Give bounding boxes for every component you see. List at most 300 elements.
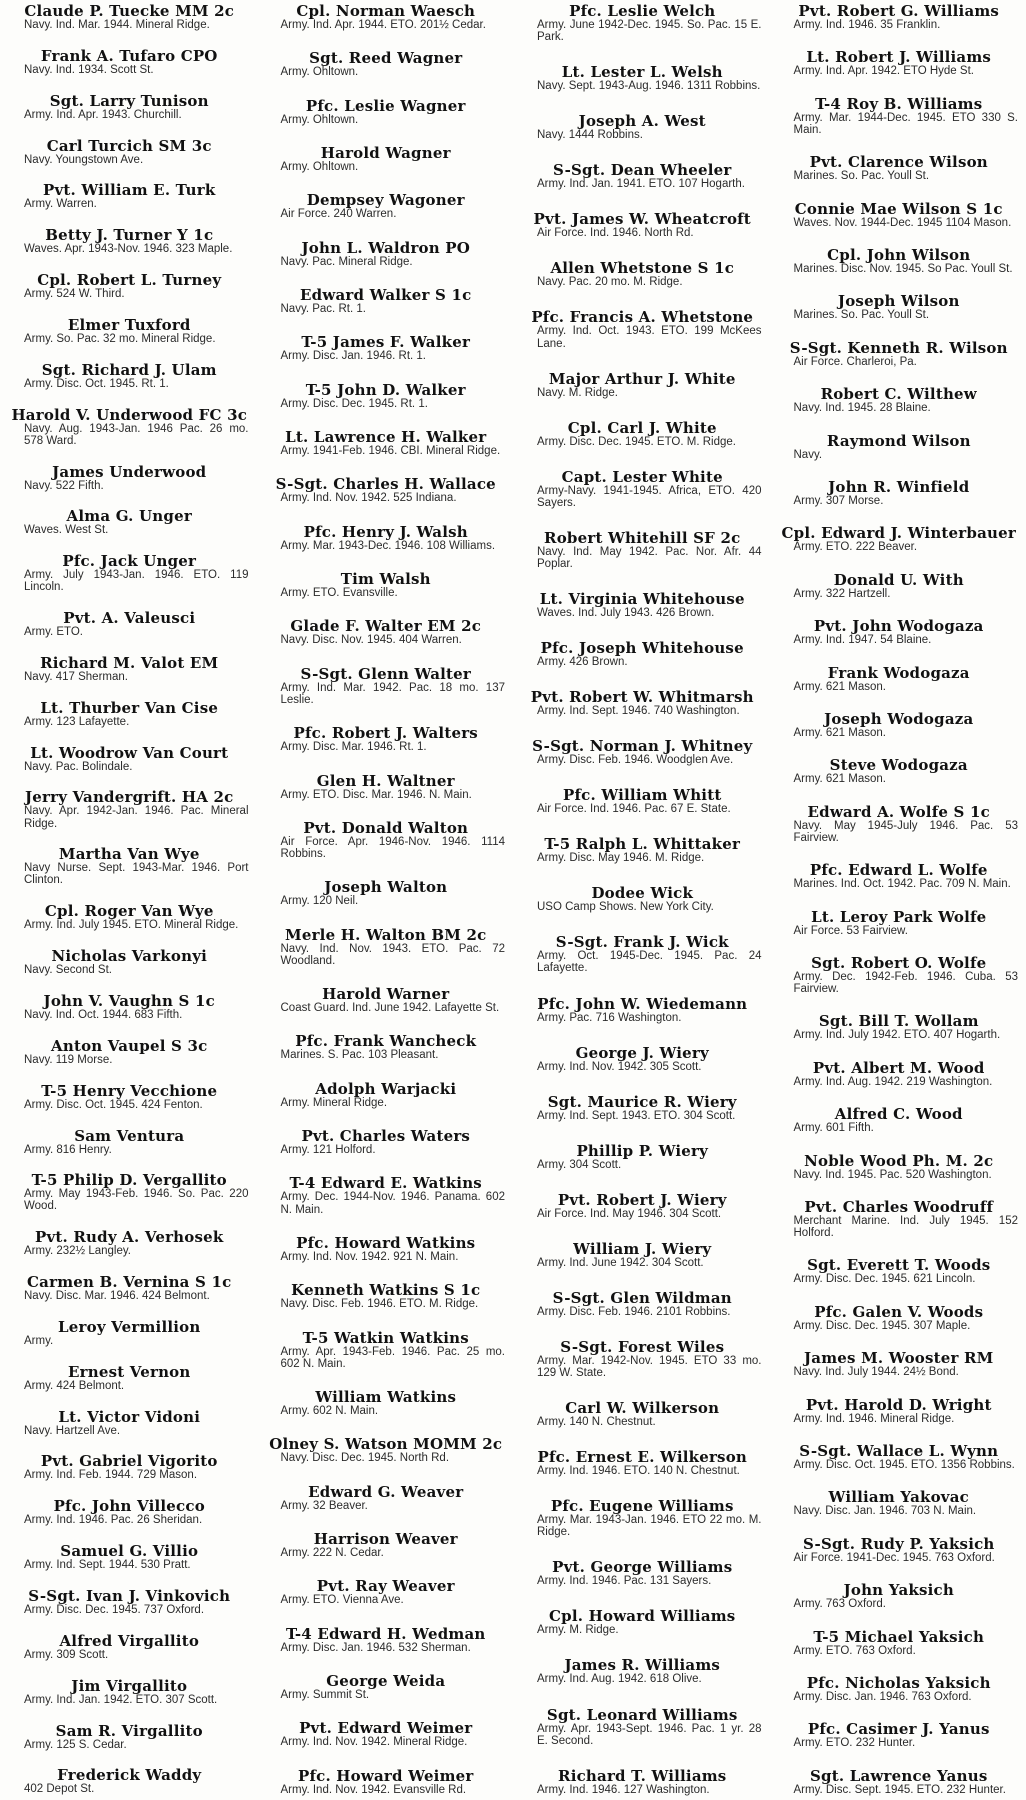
entry-name: Pvt. Charles Waters [301,1127,471,1146]
entry-name: William Watkins [315,1387,457,1406]
entry-detail: Army. Disc. Dec. 1945. ETO. M. Ridge. [537,435,736,448]
entry-name: Pvt. Donald Walton [303,818,469,837]
entry-detail: Army. 120 Neil. [280,895,359,908]
entry-detail: Army. Disc. Mar. 1946. Rt. 1. [280,741,427,754]
entry-name: T-5 Ralph L. Whittaker [544,835,741,854]
roster-entry [780,1490,1019,1517]
entry-detail: Army. Ind. Sept. 1944. 530 Pratt. [24,1559,191,1572]
entry-detail: Army. ETO. 222 Beaver. [793,541,918,554]
roster-entry [267,1283,506,1310]
entry-name: Tim Walsh [340,570,431,589]
entry-detail: Army. 222 N. Cedar. [280,1546,384,1559]
roster-entry [523,1766,762,1796]
entry-name: Raymond Wilson [826,431,971,450]
entry-name: Lt. Leroy Park Wolfe [811,907,987,926]
entry-name: Cpl. Carl J. White [567,418,717,437]
entry-name: Pfc. Henry J. Walsh [303,522,468,541]
roster-entry [780,863,1019,890]
entry-detail: Waves. Apr. 1943-Nov. 1946. 323 Maple. [24,243,233,256]
roster-entry [523,1401,762,1428]
roster-entry [780,526,1019,553]
roster-entry [267,1176,506,1215]
entry-name: Joseph A. West [578,112,706,131]
roster-entry [523,528,762,570]
roster-entry [10,273,249,300]
entry-detail: Army. ETO. Evansville. [280,587,398,600]
roster-entry [780,4,1019,31]
roster-entry [10,949,249,976]
entry-detail: Army. 1941-Feb. 1946. CBI. Mineral Ridge. [280,445,501,458]
entry-name: S-Sgt. Forest Wiles [560,1337,725,1356]
roster-entry [780,1351,1019,1378]
entry-name: William Yakovac [828,1488,969,1507]
entry-detail: Air Force. Apr. 1946-Nov. 1946. 1114 Robbins. [280,835,505,860]
entry-name: Pfc. Leslie Welch [569,2,716,20]
entry-detail: Army. Ind. 1947. 54 Blaine. [793,634,932,647]
entry-detail: Navy Nurse. Sept. 1943-Mar. 1946. Port Clinton. [24,862,249,887]
entry-detail: Army. Ind. Nov. 1942. 525 Indiana. [280,492,457,505]
roster-entry [10,183,249,210]
roster-entry [10,4,249,31]
entry-detail: Army. Summit St. [280,1689,370,1701]
roster-entry [267,1034,506,1061]
roster-entry [267,335,506,362]
entry-name: Phillip P. Wiery [576,1141,709,1160]
entry-detail: Army. Ind. Nov. 1942. 921 N. Main. [280,1250,459,1263]
entry-detail: Marines. So. Pac. Youll St. [793,309,930,322]
entry-name: Martha Van Wye [58,845,200,864]
entry-detail: Navy. [793,448,823,461]
roster-entry [780,1302,1019,1332]
entry-name: Ernest Vernon [67,1362,191,1381]
roster-entry [780,1058,1019,1088]
entry-name: Sam Ventura [74,1126,185,1145]
entry-name: Cpl. Norman Waesch [296,2,476,20]
roster-entry [523,1043,762,1073]
entry-name: Edward Walker S 1c [300,286,472,305]
roster-entry [267,925,506,967]
roster-entry [267,619,506,646]
entry-name: Pvt. Ray Weaver [316,1577,455,1596]
roster-entry [267,987,506,1014]
roster-entry [10,1499,249,1526]
roster-entry [523,788,762,815]
entry-name: Capt. Lester White [561,467,723,486]
roster-entry [780,953,1019,995]
entry-name: Harold Wagner [320,144,451,163]
entry-name: Olney S. Watson MOMM 2c [269,1435,503,1454]
entry-name: Sgt. Bill T. Wollam [818,1012,979,1031]
entry-name: Pfc. Robert J. Walters [293,724,478,743]
entry-name: Sgt. Reed Wagner [309,49,463,68]
entry-detail: USO Camp Shows. New York City. [537,901,714,914]
roster-entry [523,886,762,913]
entry-name: T-4 Edward E. Watkins [289,1174,482,1193]
entry-detail: Navy. Youngstown Ave. [24,153,144,166]
entry-name: S-Sgt. Wallace L. Wynn [799,1441,999,1460]
entry-detail: Army. Ind. 1946. 127 Washington. [537,1783,710,1796]
entry-detail: Army. Dec. 1944-Nov. 1946. Panama. 602 N. Main. [280,1191,505,1216]
entry-name: Frank Wodogaza [827,663,970,682]
entry-name: Cpl. Roger Van Wye [44,902,214,921]
entry-detail: Navy. Pac. 20 mo. M. Ridge. [537,276,683,289]
roster-entry [267,1579,506,1606]
entry-name: Lt. Virginia Whitehouse [539,589,745,608]
entry-name: Sgt. Robert O. Wolfe [811,953,987,972]
roster-entry [780,1395,1019,1425]
roster-entry [523,1092,762,1122]
entry-name: Joseph Wodogaza [824,709,974,728]
entry-name: John Yaksich [843,1581,954,1600]
entry-name: Sgt. Everett T. Woods [807,1256,991,1275]
roster-entry [267,522,506,552]
entry-name: Jim Virgallito [71,1676,188,1695]
entry-detail: Army. Ind. Jan. 1942. ETO. 307 Scott. [24,1693,218,1706]
roster-entry [780,1627,1019,1657]
entry-detail: Army. Ind. July 1945. ETO. Mineral Ridge. [24,919,239,932]
entry-name: Leroy Vermillion [58,1317,201,1336]
roster-entry [10,743,249,773]
entry-detail: Army. Mar. 1943-Dec. 1946. 108 Williams. [280,539,496,552]
roster-entry [267,430,506,457]
entry-name: S-Sgt. Glen Wildman [552,1288,732,1307]
roster-entry [780,1107,1019,1134]
roster-entry [780,248,1019,275]
roster-entry [780,1534,1019,1564]
entry-name: Pfc. Galen V. Woods [814,1302,984,1321]
entry-name: Sgt. Maurice R. Wiery [547,1092,737,1111]
entry-detail: Army. June 1942-Dec. 1945. So. Pac. 15 E. Park. [537,19,762,44]
roster-entry [523,994,762,1024]
roster-entry [10,315,249,345]
entry-detail: Army. Disc. Feb. 1946. 2101 Robbins. [537,1305,731,1318]
roster-entry [10,1126,249,1156]
entry-name: Harrison Weaver [313,1529,458,1548]
entry-name: Sgt. Leonard Williams [546,1705,738,1724]
entry-name: Pfc. Howard Weimer [297,1766,474,1785]
roster-entry [267,1482,506,1512]
roster-entry [267,51,506,78]
entry-name: James R. Williams [564,1656,721,1675]
roster-entry [10,991,249,1021]
entry-detail: Navy. Apr. 1942-Jan. 1946. Pac. Mineral Ridge. [24,805,249,830]
roster-entry [267,1387,506,1417]
entry-detail: Army. 304 Scott. [537,1158,622,1171]
entry-name: John L. Waldron PO [301,238,471,257]
entry-detail: Army. Ind. 1946. Pac. 26 Sheridan. [24,1514,203,1527]
roster-entry [10,405,249,447]
entry-name: Pvt. Robert G. Williams [798,2,1000,20]
entry-detail: Army. Ind. Apr. 1942. ETO Hyde St. [793,65,974,78]
entry-name: S-Sgt. Kenneth R. Wilson [789,338,1008,357]
entry-name: Cpl. Robert L. Turney [37,271,222,290]
roster-entry [523,65,762,92]
roster-entry [10,1768,249,1795]
entry-name: Elmer Tuxford [67,315,191,334]
entry-name: Pfc. John Villecco [53,1497,205,1516]
entry-name: T-4 Edward H. Wedman [286,1624,486,1643]
roster-entry [523,114,762,141]
entry-name: Pfc. Joseph Whitehouse [540,639,744,657]
roster-entry [10,1230,249,1257]
roster-entry [523,163,762,190]
entry-detail: Navy. Disc. Feb. 1946. ETO. M. Ridge. [280,1298,479,1311]
entry-name: Lt. Woodrow Van Court [30,743,229,762]
entry-detail: Army. Ind. Nov. 1942. Evansville Rd. [280,1783,467,1796]
entry-name: Dempsey Wagoner [306,191,465,210]
entry-detail: Marines. Disc. Nov. 1945. So Pac. Youll St. [793,263,1013,276]
entry-detail: Army. Oct. 1945-Dec. 1945. Pac. 24 Lafayette. [537,950,762,975]
entry-detail: Army. Ind. Sept. 1943. ETO. 304 Scott. [537,1109,736,1122]
roster-entry [523,310,762,349]
entry-detail: Army. May 1943-Feb. 1946. So. Pac. 220 Wood. [24,1188,249,1213]
entry-detail: Army. Mar. 1943-Jan. 1946. ETO 22 mo. M. Ridge. [537,1514,762,1539]
entry-detail: Army. Disc. May 1946. M. Ridge. [537,852,705,865]
entry-detail: Army. Ind. Apr. 1944. ETO. 201½ Cedar. [280,19,486,31]
roster-entry [10,1454,249,1481]
entry-detail: Air Force. Charleroi, Pa. [793,355,917,368]
entry-name: Pvt. William E. Turk [43,181,216,200]
entry-detail: Navy. 1444 Robbins. [537,129,643,142]
roster-entry [523,467,762,509]
roster-entry [523,418,762,448]
entry-detail: Army. Disc. Jan. 1946. Rt. 1. [280,350,427,363]
entry-name: Lt. Lester L. Welsh [561,63,723,82]
roster-entry [523,1337,762,1379]
entry-name: T-5 Philip D. Vergallito [31,1171,227,1190]
roster-entry [267,771,506,801]
entry-detail: Army. 621 Mason. [793,726,886,739]
entry-name: S-Sgt. Norman J. Whitney [532,737,753,756]
entry-name: Sgt. Lawrence Yanus [810,1766,988,1785]
entry-name: Robert C. Wilthew [820,385,977,404]
roster-entry [780,1441,1019,1471]
entry-detail: Navy. Ind. July 1944. 24½ Bond. [793,1366,959,1379]
entry-name: Edward G. Weaver [308,1482,464,1501]
entry-detail: Army. 424 Belmont. [24,1379,125,1392]
entry-detail: Army. Ind. Mar. 1942. Pac. 18 mo. 137 Leslie. [280,681,505,706]
entry-name: Glen H. Waltner [316,771,455,790]
entry-detail: Army. Ind. Oct. 1943. ETO. 199 McKees Lane. [537,325,762,350]
entry-name: Alfred C. Wood [834,1105,963,1124]
entry-detail: Army. 524 W. Third. [24,288,125,301]
roster-entry [523,690,762,717]
roster-entry [780,1673,1019,1703]
entry-detail: Navy. Disc. Nov. 1945. 404 Warren. [280,634,462,647]
entry-detail: Marines. So. Pac. Youll St. [793,170,930,183]
entry-detail: Army. 621 Mason. [793,680,886,693]
entry-name: Samuel G. Villio [60,1542,199,1561]
entry-name: Nicholas Varkonyi [51,947,208,966]
roster-entry [780,663,1019,693]
entry-name: Pfc. Eugene Williams [550,1497,734,1516]
roster-entry [780,1583,1019,1610]
entry-detail: Army. ETO. 763 Oxford. [793,1644,916,1657]
entry-name: Pvt. Gabriel Vigorito [40,1452,218,1471]
entry-detail: Army. Ohltown. [280,113,359,126]
entry-name: Pvt. Charles Woodruff [804,1197,994,1216]
entry-detail: Navy. Pac. Bolindale. [24,760,133,773]
entry-detail: Army. ETO. Disc. Mar. 1946. N. Main. [280,788,472,801]
entry-detail: Navy. Disc. Mar. 1946. 424 Belmont. [24,1290,210,1303]
roster-entry [267,1079,506,1109]
entry-detail: Army. 816 Henry. [24,1143,112,1156]
entry-detail: Army. Warren. [24,198,97,211]
roster-entry [10,91,249,121]
entry-detail: Army. Ind. Sept. 1946. 740 Washington. [537,705,740,718]
entry-detail: Navy. Ind. Mar. 1944. Mineral Ridge. [24,19,210,31]
entry-detail: Army. Disc. Jan. 1946. 763 Oxford. [793,1690,972,1703]
roster-entry [10,790,249,829]
roster-entry [267,4,506,31]
entry-detail: Army. 763 Oxford. [793,1598,886,1611]
entry-detail: Waves. West St. [24,524,109,537]
column-3 [513,4,770,1796]
entry-detail: Army. Disc. Dec. 1945. 737 Oxford. [24,1604,205,1616]
entry-name: Pfc. Nicholas Yaksich [806,1673,991,1692]
entry-name: S-Sgt. Ivan J. Vinkovich [28,1587,231,1605]
entry-name: T-5 John D. Walker [305,380,466,399]
entry-name: Pfc. Jack Unger [62,552,197,571]
roster-entry [523,1190,762,1220]
roster-entry [267,1328,506,1370]
entry-name: Alma G. Unger [66,507,192,526]
roster-entry [523,212,762,239]
roster-entry [523,1141,762,1171]
roster-entry [523,369,762,399]
roster-entry [267,664,506,706]
roster-entry [780,1766,1019,1796]
column-4 [770,4,1026,1796]
entry-detail: Army-Navy. 1941-1945. Africa, ETO. 420 Sayers. [537,484,762,509]
entry-detail: Waves. Ind. July 1943. 426 Brown. [537,606,715,619]
roster-entry [523,1658,762,1685]
roster-entry [10,1721,249,1751]
roster-entry [780,94,1019,136]
roster-entry [523,1499,762,1538]
roster-entry [267,1529,506,1559]
entry-detail: Army. 309 Scott. [24,1648,109,1661]
entry-detail: Army. Dec. 1942-Feb. 1946. Cuba. 53 Fairview. [793,970,1018,995]
entry-name: George J. Wiery [575,1043,709,1062]
entry-detail: Army. So. Pac. 32 mo. Mineral Ridge. [24,332,216,345]
roster-entry [267,238,506,268]
entry-name: Pfc. Leslie Wagner [305,96,466,115]
entry-name: Jerry Vandergrift. HA 2c [24,788,234,807]
entry-detail: Waves. Nov. 1944-Dec. 1945 1104 Mason. [793,216,1012,229]
entry-detail: Navy. Disc. Dec. 1945. North Rd. [280,1452,450,1465]
entry-name: Lt. Victor Vidoni [58,1407,201,1426]
entry-name: Lt. Robert J. Williams [806,48,992,67]
roster-entry [10,1631,249,1661]
entry-detail: Army. Disc. Dec. 1945. 621 Lincoln. [793,1273,976,1286]
roster-entry [10,1081,249,1111]
entry-name: Pvt. Edward Weimer [299,1719,473,1738]
entry-name: Noble Wood Ph. M. 2c [804,1151,994,1170]
roster-entry [10,554,249,593]
roster-entry [10,1173,249,1212]
entry-detail: Navy. Disc. Jan. 1946. 703 N. Main. [793,1505,977,1518]
entry-detail: Marines. Ind. Oct. 1942. Pac. 709 N. Main. [793,878,1011,891]
entry-name: Pvt. George Williams [552,1558,733,1577]
entry-name: Cpl. Edward J. Winterbauer [781,524,1016,543]
roster-entry [10,509,249,536]
roster-entry [267,1624,506,1654]
entry-detail: Army. Disc. Oct. 1945. 424 Fenton. [24,1098,203,1111]
entry-detail: Army. 602 N. Main. [280,1404,379,1417]
entry-detail: Air Force. Ind. 1946. North Rd. [537,227,694,240]
entry-detail: Army. Ind. Nov. 1942. Mineral Ridge. [280,1736,468,1749]
roster-entry [267,477,506,504]
entry-detail: Army. Ind. Feb. 1944. 729 Mason. [24,1469,198,1482]
entry-name: Pfc. Ernest E. Wilkerson [537,1448,748,1467]
entry-name: Donald U. With [833,570,964,589]
roster-entry [267,96,506,126]
entry-detail: Army. Mar. 1942-Nov. 1945. ETO 33 mo. 129 W. State. [537,1354,762,1379]
roster-entry [780,709,1019,739]
entry-detail: Army. 123 Lafayette. [24,715,130,728]
entry-detail: Navy. M. Ridge. [537,386,618,399]
roster-entry [10,1275,249,1302]
entry-detail: Navy. Ind. 1945. 28 Blaine. [793,402,931,415]
entry-name: Edward A. Wolfe S 1c [807,802,990,821]
entry-name: James M. Wooster RM [804,1349,994,1368]
entry-name: Sgt. Larry Tunison [49,91,209,110]
entry-detail: Army. Ohltown. [280,66,359,79]
entry-detail: Army. 307 Morse. [793,494,884,507]
entry-detail: Air Force. 53 Fairview. [793,924,908,937]
entry-detail: Army. Apr. 1943-Feb. 1946. Pac. 25 mo. 602 N. Main. [280,1345,505,1370]
roster-entry [523,1239,762,1269]
entry-name: Carl W. Wilkerson [565,1399,720,1418]
roster-entry [10,1544,249,1571]
entry-detail: Navy. Ind. Oct. 1944. 683 Fifth. [24,1008,183,1021]
roster-entry [523,1560,762,1587]
entry-detail: Army. Ind. Apr. 1943. Churchill. [24,108,182,121]
roster-entry [10,1589,249,1616]
entry-detail: Army. Mar. 1944-Dec. 1945. ETO 330 S. Main. [793,111,1018,136]
entry-detail: Army. 121 Holford. [280,1144,376,1157]
entry-name: Carmen B. Vernina S 1c [27,1273,232,1292]
roster-entry [267,880,506,907]
roster-entry [780,338,1019,368]
roster-entry [780,199,1019,229]
roster-entry [267,1766,506,1796]
entry-detail: Navy. Aug. 1943-Jan. 1946 Pac. 26 mo. 578 Ward. [24,422,249,447]
roster-entry [10,653,249,683]
entry-detail: Air Force. Ind. 1946. Pac. 67 E. State. [537,803,731,816]
entry-name: William J. Wiery [573,1239,712,1258]
entry-name: Claude P. Tuecke MM 2c [24,2,235,20]
entry-detail: Navy. 522 Fifth. [24,479,104,492]
entry-detail: Air Force. 240 Warren. [280,208,397,221]
roster-entry [523,589,762,619]
roster-entry [780,155,1019,182]
roster-entry [780,1258,1019,1285]
entry-name: Pvt. Clarence Wilson [809,153,988,172]
entry-detail: Army. 601 Fifth. [793,1122,874,1135]
entry-detail: Army. Ind. 1946. 35 Franklin. [793,19,941,31]
entry-detail: Army. Disc. Oct. 1945. ETO. 1356 Robbins. [793,1458,1015,1471]
roster-entry [10,1362,249,1392]
entry-name: Carl Turcich SM 3c [46,136,212,155]
roster-entry [523,1450,762,1477]
entry-name: S-Sgt. Rudy P. Yaksich [802,1534,995,1553]
entry-detail: Army. Mineral Ridge. [280,1096,388,1109]
roster-entry [523,4,762,43]
entry-detail: Air Force. Ind. May 1946. 304 Scott. [537,1207,722,1220]
roster-entry [523,1609,762,1636]
